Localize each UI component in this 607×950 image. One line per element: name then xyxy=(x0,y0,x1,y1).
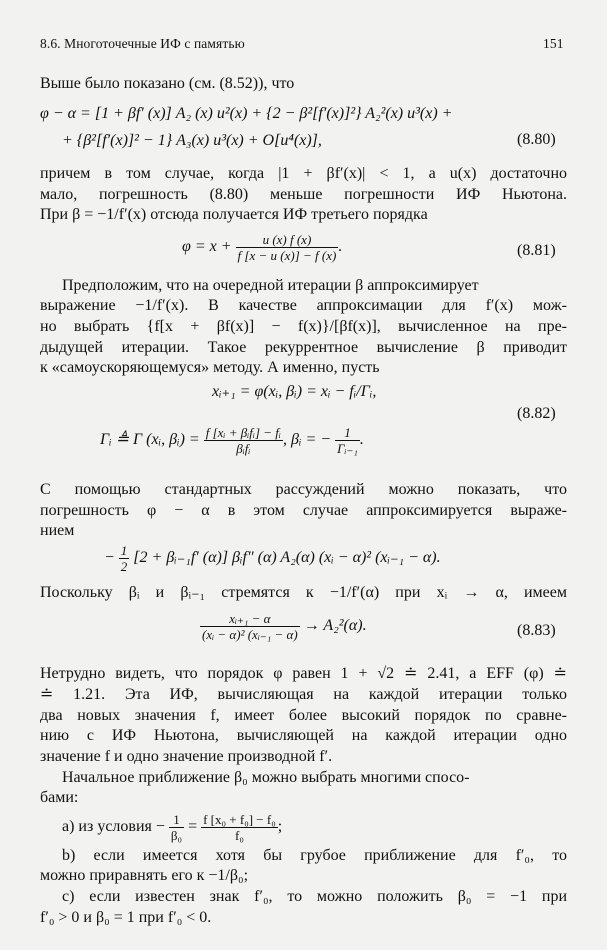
equation-number: (8.81) xyxy=(517,242,556,259)
running-header: 8.6. Многоточечные ИФ с памятью xyxy=(40,36,245,51)
equation-tail: . xyxy=(338,238,343,256)
equation-number: (8.80) xyxy=(517,131,556,148)
fraction-denominator: f [x − u (x)] − f (x) xyxy=(237,248,337,263)
text-line: b) если имеется хотя бы грубое приближение для f′₀, то xyxy=(62,847,567,864)
equation-8-80-line2: + {β²[f′(x)]² − 1} A₃(x) u³(x) + O[u⁴(x)], xyxy=(62,132,322,149)
text-line: два новых значения f, имеет более высокий порядок по сравне- xyxy=(40,707,567,724)
text-line: С помощью стандартных рассуждений можно показать, что xyxy=(40,481,567,498)
text-line: ≐ 1.21. Эта ИФ, вычисляющая на каждой итерации только xyxy=(40,686,567,703)
fraction-numerator: 1 xyxy=(120,543,128,558)
fraction-numerator: 1 xyxy=(169,812,184,828)
text-line: но выбрать {f[x + βf(x)] − f(x)}/[βf(x)], вычисленное на пре- xyxy=(40,318,567,335)
option-a-prefix: а) из условия − xyxy=(62,818,165,836)
fraction xyxy=(335,425,360,456)
fraction-denominator: Γᵢ₋₁ xyxy=(337,441,358,456)
text-line: выражение −1/f′(x). В качестве аппроксимации для f′(x) мож- xyxy=(40,297,567,314)
text-line: Нетрудно видеть, что порядок φ равен 1 + √2 ≐ 2.41, а EFF (φ) ≐ xyxy=(40,665,567,682)
text-line: причем в том случае, когда |1 + βf′(x)| < 1, а u(x) достаточно xyxy=(40,165,567,182)
equation-number: (8.83) xyxy=(517,622,556,639)
fraction xyxy=(236,232,339,263)
text-line: При β = −1/f′(x) отсюда получается ИФ третьего порядка xyxy=(40,206,428,223)
text-line: Начальное приближение β₀ можно выбрать многими спосо- xyxy=(62,769,470,786)
fraction xyxy=(204,425,283,456)
equation-rhs: → A₂²(α). xyxy=(303,617,367,635)
equation-lhs: Γᵢ ≜ Γ (xᵢ, βᵢ) = xyxy=(100,431,200,449)
text-line: мало, погрешность (8.80) меньше погрешности ИФ Ньютона. xyxy=(40,186,567,203)
equation-middle: , βᵢ = − xyxy=(282,431,332,449)
option-a-tail: ; xyxy=(277,818,283,836)
fraction-denominator: 2 xyxy=(120,559,128,574)
equation-tail: . xyxy=(359,431,364,449)
fraction xyxy=(201,812,278,843)
text-line: Выше было показано (см. (8.52)), что xyxy=(40,75,295,92)
equation-8-82-line2 xyxy=(100,425,364,456)
equation-8-82-line1: xᵢ₊₁ = φ(xᵢ, βᵢ) = xᵢ − fᵢ/Γᵢ, xyxy=(212,383,377,400)
text-line: к «самоускоряющемуся» методу. А именно, пусть xyxy=(40,359,380,376)
fraction-denominator: f₀ xyxy=(234,828,244,843)
page-number: 151 xyxy=(543,36,564,51)
text-line: Предположим, что на очередной итерации β аппроксимирует xyxy=(62,277,479,294)
fraction-denominator: β₀ xyxy=(170,828,183,843)
equation-number: (8.82) xyxy=(517,405,556,422)
error-expression xyxy=(104,543,441,574)
equation-8-80-line1: φ − α = [1 + βf′ (x)] A₂ (x) u²(x) + {2 − β²[f′(x)]²} A₂²(x) u³(x) + xyxy=(40,105,453,122)
fraction-numerator: xᵢ₊₁ − α xyxy=(200,611,300,627)
equation-8-83 xyxy=(200,611,367,642)
fraction-denominator: βᵢfᵢ xyxy=(236,441,251,456)
minus-sign: − xyxy=(104,549,115,567)
text-line: бами: xyxy=(40,789,79,806)
equation-lhs: φ = x + xyxy=(182,238,232,256)
text-line: нием xyxy=(40,522,75,539)
text-line: с) если известен знак f′₀, то можно положить β₀ = −1 при xyxy=(62,888,567,905)
equation-8-81 xyxy=(182,232,342,263)
text-line: можно приравнять его к −1/β₀; xyxy=(40,867,249,884)
fraction-numerator: f [x₀ + f₀] − f₀ xyxy=(203,812,276,827)
fraction-numerator: f [xᵢ + βᵢfᵢ] − fᵢ xyxy=(205,425,281,440)
text-line: Поскольку βᵢ и βᵢ₋₁ стремятся к −1/f′(α) при xᵢ → α, имеем xyxy=(40,584,567,601)
fraction-numerator: 1 xyxy=(335,425,360,441)
fraction-denominator: (xᵢ − α)² (xᵢ₋₁ − α) xyxy=(202,627,298,642)
text-line: дыдущей итерации. Такое рекуррентное вычисление β приводит xyxy=(40,339,567,356)
text-line: нию с ИФ Ньютона, вычисляющей на каждой итерации одно xyxy=(40,727,567,744)
text-line: погрешность φ − α в этом случае аппроксимируется выраже- xyxy=(40,502,567,519)
expression-body: [2 + βᵢ₋₁f′ (α)] βᵢf″ (α) A₂(α) (xᵢ − α)² (xᵢ₋₁ − α). xyxy=(133,549,441,567)
text-line: значение f и одно значение производной f′. xyxy=(40,748,333,765)
fraction-numerator: u (x) f (x) xyxy=(236,232,339,248)
fraction xyxy=(169,812,184,843)
equals-sign: = xyxy=(188,818,198,836)
fraction xyxy=(200,611,300,642)
fraction xyxy=(119,543,130,574)
option-a xyxy=(62,812,282,843)
text-line: f′₀ > 0 и β₀ = 1 при f′₀ < 0. xyxy=(40,909,212,926)
